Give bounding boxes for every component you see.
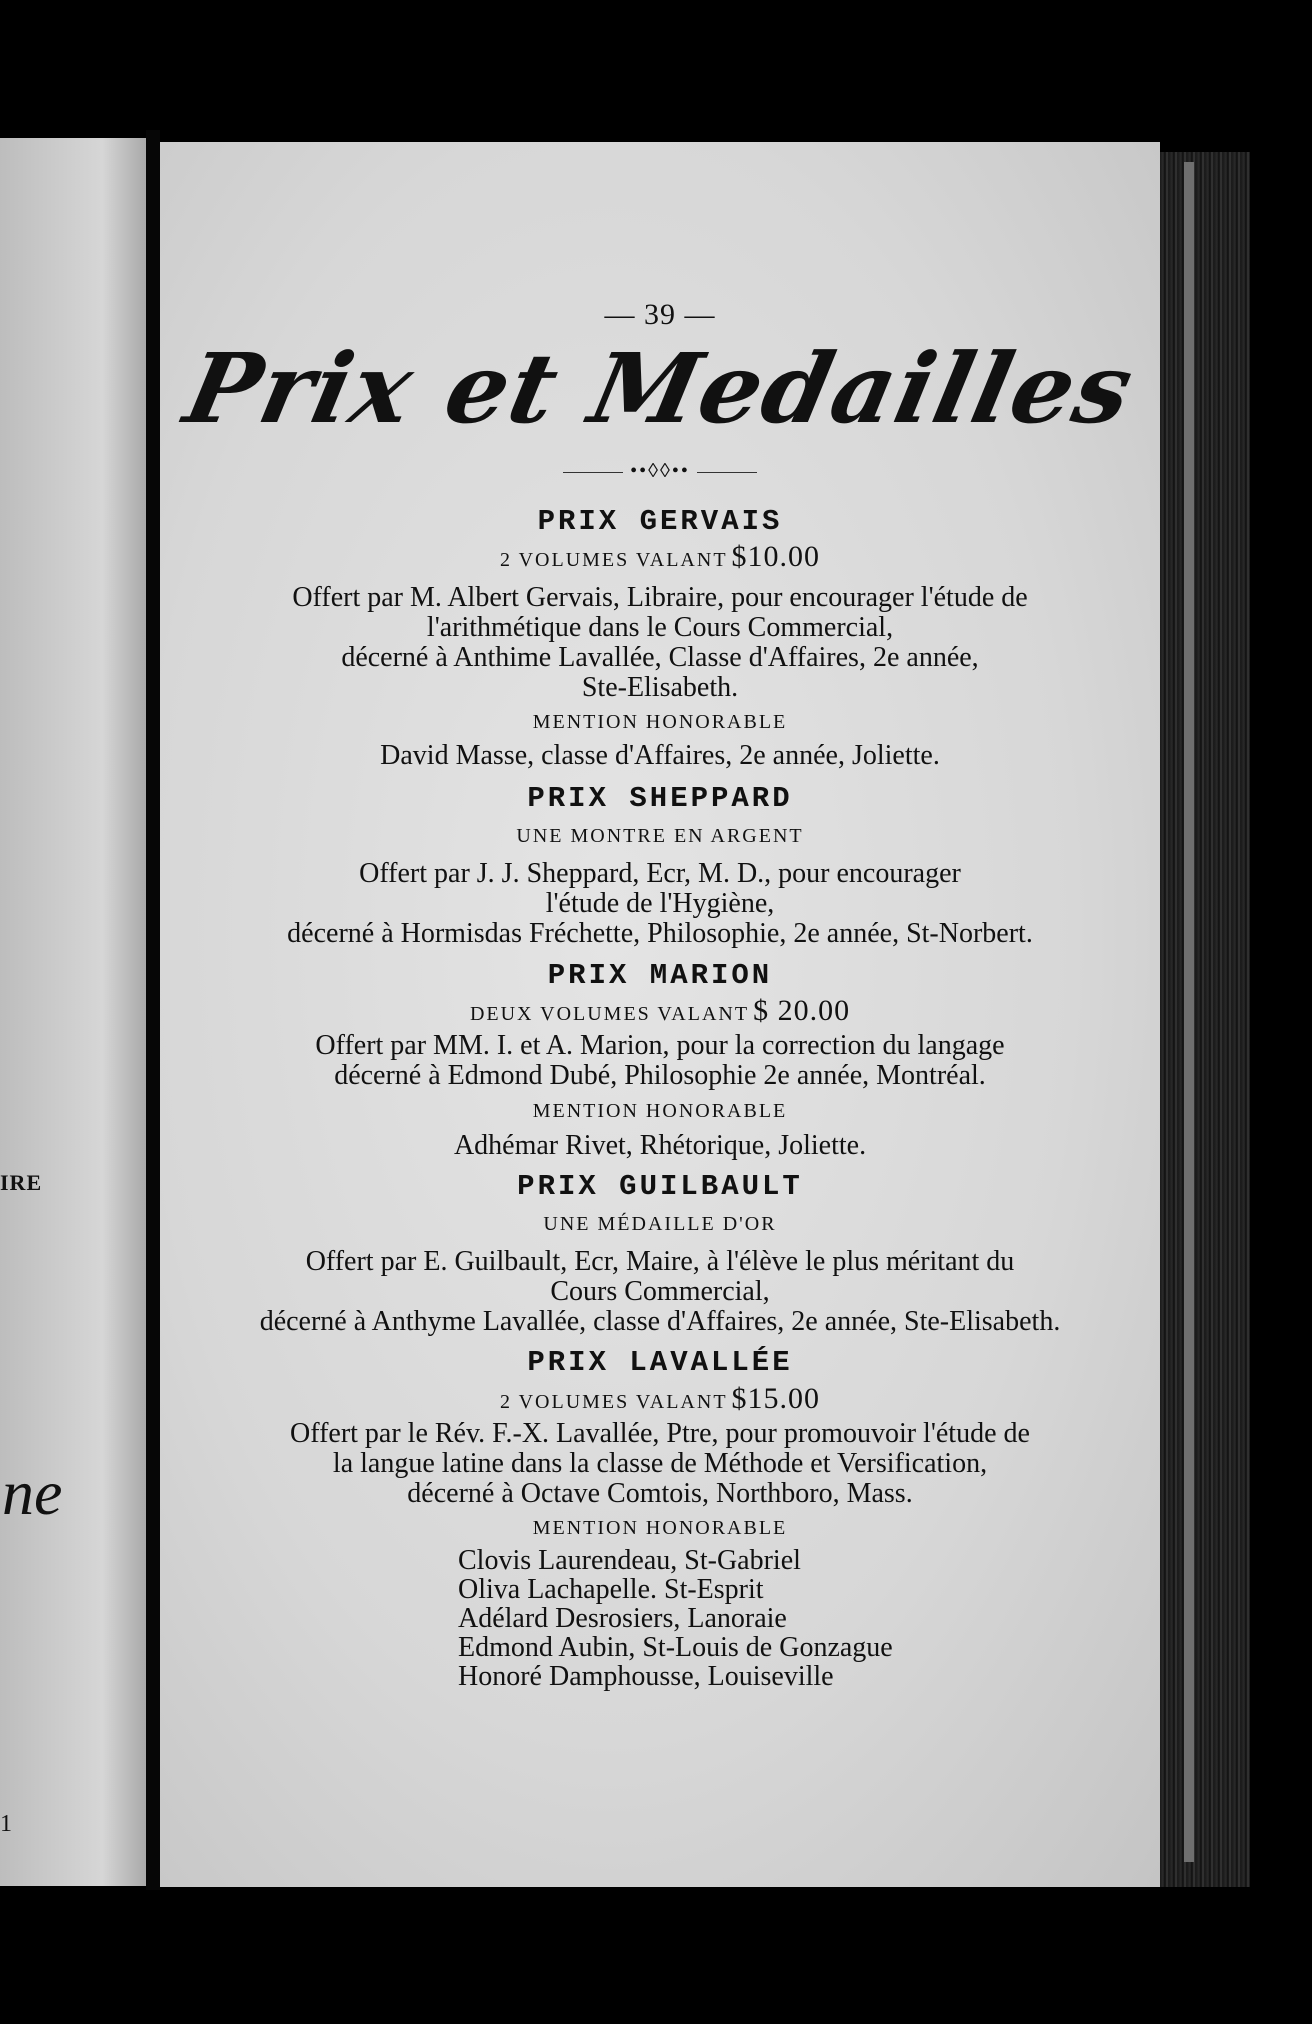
- prize-text: Offert par J. J. Sheppard, Ecr, M. D., pour encourager: [359, 858, 961, 889]
- mention-names-list: [458, 1546, 893, 1691]
- book-page: [160, 142, 1160, 1887]
- prize-text: décerné à Anthime Lavallée, Classe d'Affaires, 2e année,: [341, 642, 979, 673]
- prize-sub-label: 2 VOLUMES VALANT: [499, 1391, 728, 1413]
- page-edge-highlight: [1184, 162, 1194, 1862]
- prize-subheading: [160, 1382, 1160, 1416]
- page-title: Prix et Medailles: [176, 332, 1144, 445]
- page-number: — 39 —: [604, 298, 716, 331]
- mention-name: Oliva Lachapelle. St-Esprit: [458, 1574, 764, 1605]
- prize-text: décerné à Hormisdas Fréchette, Philosophie, 2e année, St-Norbert.: [287, 918, 1033, 949]
- prize-text: Ste-Elisabeth.: [581, 672, 739, 703]
- ornament-divider: [160, 460, 1160, 483]
- prize-text: Offert par le Rév. F.-X. Lavallée, Ptre, pour promouvoir l'étude de: [290, 1418, 1030, 1449]
- mention-name: Honoré Damphousse, Louiseville: [458, 1661, 834, 1692]
- prize-text: décerné à Edmond Dubé, Philosophie 2e année, Montréal.: [334, 1060, 986, 1091]
- ornament-line: [563, 472, 623, 473]
- mention-text: Adhémar Rivet, Rhétorique, Joliette.: [453, 1130, 867, 1161]
- prize-subheading: [160, 540, 1160, 574]
- left-page-fragment: IRE: [0, 1170, 43, 1195]
- mention-text: David Masse, classe d'Affaires, 2e année, Joliette.: [380, 740, 940, 771]
- prize-sub-label: 2 VOLUMES VALANT: [499, 549, 728, 571]
- mention-heading: MENTION HONORABLE: [532, 1517, 788, 1539]
- left-page: [0, 138, 146, 1886]
- left-page-fragment: 1: [0, 1811, 12, 1837]
- mention-heading: MENTION HONORABLE: [532, 711, 788, 733]
- mention-name: Edmond Aubin, St-Louis de Gonzague: [458, 1632, 893, 1663]
- prize-subheading: UNE MÉDAILLE D'OR: [543, 1213, 777, 1235]
- ornament-glyph: ••◊◊••: [630, 460, 690, 482]
- ornament-line: [697, 472, 757, 473]
- prize-subheading: [160, 994, 1160, 1028]
- prize-text: Offert par MM. I. et A. Marion, pour la correction du langage: [315, 1030, 1005, 1061]
- page-edges: [1160, 152, 1250, 1887]
- mention-name: Clovis Laurendeau, St-Gabriel: [458, 1545, 801, 1576]
- prize-heading: PRIX SHEPPARD: [527, 782, 793, 815]
- prize-text: Offert par M. Albert Gervais, Libraire, pour encourager l'étude de: [292, 582, 1028, 613]
- prize-text: Offert par E. Guilbault, Ecr, Maire, à l'élève le plus méritant du: [305, 1246, 1015, 1277]
- prize-text: l'arithmétique dans le Cours Commercial,: [426, 612, 894, 643]
- prize-text: la langue latine dans la classe de Méthode et Versification,: [332, 1448, 988, 1479]
- prize-text: décerné à Anthyme Lavallée, classe d'Affaires, 2e année, Ste-Elisabeth.: [259, 1306, 1061, 1337]
- prize-heading: PRIX GUILBAULT: [517, 1170, 803, 1203]
- prize-heading: PRIX MARION: [547, 959, 773, 992]
- mention-name: Adélard Desrosiers, Lanoraie: [458, 1603, 787, 1634]
- prize-text: Cours Commercial,: [550, 1276, 770, 1307]
- prize-text: l'étude de l'Hygiène,: [545, 888, 775, 919]
- mention-heading: MENTION HONORABLE: [532, 1100, 788, 1122]
- prize-heading: PRIX LAVALLÉE: [527, 1346, 793, 1379]
- prize-sub-value: $ 20.00: [753, 994, 851, 1027]
- left-page-fragment: ne: [2, 1457, 63, 1528]
- prize-sub-value: $15.00: [731, 1382, 821, 1415]
- prize-sub-value: $10.00: [731, 540, 821, 573]
- prize-text: décerné à Octave Comtois, Northboro, Mass.: [407, 1478, 913, 1509]
- prize-sub-label: DEUX VOLUMES VALANT: [469, 1003, 750, 1025]
- prize-subheading: UNE MONTRE EN ARGENT: [516, 825, 804, 847]
- prize-heading: PRIX GERVAIS: [537, 505, 783, 538]
